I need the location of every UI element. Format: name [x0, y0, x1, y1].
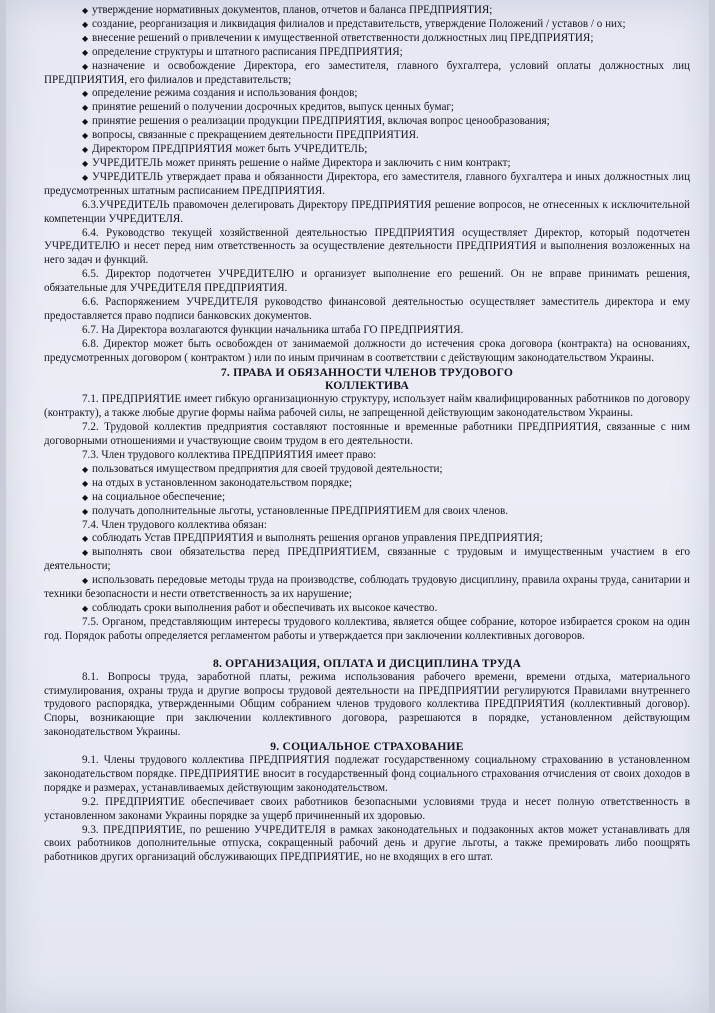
bullet-item: ◆ УЧРЕДИТЕЛЬ утверждает права и обязанности Директора, его заместителя, главного бухгалтера и иных должностных лиц предусмотренных штатным расписанием ПРЕДПРИЯТИЯ. [44, 171, 690, 199]
bullet-item: ◆ назначение и освобождение Директора, его заместителя, главного бухгалтера, условий оплаты должностных лиц ПРЕДПРИЯТИЯ, его филиалов и представительств; [44, 60, 690, 88]
paragraph: 6.8. Директор может быть освобожден от занимаемой должности до истечения срока договора (контракта) на основаниях, предусмотренных договором ( контрактом ) или по иным причинам в соответствии с действующим законодательством Украины. [44, 337, 690, 364]
bullet-item: ◆ утверждение нормативных документов, планов, отчетов и баланса ПРЕДПРИЯТИЯ; [44, 4, 690, 18]
bullet-item: ◆ принятие решения о реализации продукции ПРЕДПРИЯТИЯ, включая вопрос ценообразования; [44, 115, 690, 129]
spacer [44, 644, 690, 657]
bullet-item: ◆ на отдых в установленном законодательством порядке; [44, 477, 690, 491]
bullet-item: ◆ соблюдать Устав ПРЕДПРИЯТИЯ и выполнять решения органов управления ПРЕДПРИЯТИЯ; [44, 532, 690, 546]
paragraph: 7.3. Член трудового коллектива ПРЕДПРИЯТИЯ имеет право: [82, 449, 377, 461]
paragraph: 9.3. ПРЕДПРИЯТИЕ, по решению УЧРЕДИТЕЛЯ в рамках законодательных и подзаконных актов может устанавливать для своих работников дополнительные отпуска, сокращенный рабочий день и другие льготы, а также премировать либо поощрять работников других организаций обслуживающих ПРЕДПРИЯТИЕ, но не входящих в его штат. [44, 823, 690, 864]
bullet-item: ◆ соблюдать сроки выполнения работ и обеспечивать их высокое качество. [44, 602, 690, 616]
paragraph: 6.6. Распоряжением УЧРЕДИТЕЛЯ руководство финансовой деятельностью осуществляет заместитель директора и ему предоставляется право подписи банковских документов. [44, 296, 690, 322]
bullet-item: ◆ получать дополнительные льготы, установленные ПРЕДПРИЯТИЕМ для своих членов. [44, 505, 690, 519]
bullet-item: ◆ УЧРЕДИТЕЛЬ может принять решение о найме Директора и заключить с ним контракт; [44, 157, 690, 171]
paragraph: 7.2. Трудовой коллектив предприятия составляют постоянные и временные работники ПРЕДПРИЯТИЯ, связанные с ним договорными отношениями и участвующие своим трудом в его деятельности. [44, 421, 690, 448]
bullet-item: ◆ определение режима создания и использования фондов; [44, 87, 690, 101]
section-heading: КОЛЛЕКТИВА [324, 379, 410, 393]
bullet-item: ◆ внесение решений о привлечении к имущественной ответственности должностных лиц ПРЕДПРИЯТИЯ; [44, 32, 690, 46]
paragraph: 6.7. На Директора возлагаются функции начальника штаба ГО ПРЕДПРИЯТИЯ. [82, 323, 464, 336]
bullet-item: ◆ на социальное обеспечение; [44, 491, 690, 505]
paragraph: 7.5. Органом, представляющим интересы трудового коллектива, является общее собрание, которое избирается сроком на один год. Порядок работы определяется регламентом работы и утверждается при заключении коллективных договоров. [44, 615, 690, 642]
document-page [6, 0, 709, 1013]
bullet-item: ◆ выполнять свои обязательства перед ПРЕДПРИЯТИЕМ, связанные с трудовым и имущественным участием в его деятельности; [44, 546, 690, 574]
bullet-item: ◆ принятие решений о получении досрочных кредитов, выпуск ценных бумаг; [44, 101, 690, 115]
paragraph: 7.1. ПРЕДПРИЯТИЕ имеет гибкую организационную структуру, использует найм квалифицированных работников по договору (контракту), а также любые другие формы найма рабочей силы, не запрещенной действующим законодательством Украины. [44, 393, 690, 420]
paragraph: 8.1. Вопросы труда, заработной платы, режима использования рабочего времени, времени отдыха, материального стимулирования, охраны труда и другие вопросы трудовой деятельности на ПРЕДПРИЯТИИ регулируются Правилами внутреннего трудового распорядка, утвержденными Общим собранием членов трудового коллектива ПРЕДПРИЯТИЯ (коллективный договор). Споры, возникающие при заключении коллективного договора, разрешаются в порядке, установленном действующим законодательством Украины. [44, 670, 690, 739]
paragraph: 6.4. Руководство текущей хозяйственной деятельностью ПРЕДПРИЯТИЯ осуществляет Директор, который подотчетен УЧРЕДИТЕЛЮ и несет перед ним ответственность за осуществление деятельности ПРЕДПРИЯТИЯ и выполнения возложенных на него задач и функций. [44, 226, 690, 267]
bullet-item: ◆ вопросы, связанные с прекращением деятельности ПРЕДПРИЯТИЯ. [44, 129, 690, 143]
bullet-item: ◆ Директором ПРЕДПРИЯТИЯ может быть УЧРЕДИТЕЛЬ; [44, 143, 690, 157]
paragraph: 9.2. ПРЕДПРИЯТИЕ обеспечивает своих работников безопасными условиями труда и несет полную ответственность в установленном законами Украины порядке за ущерб причиненный их здоровью. [44, 795, 690, 822]
paragraph: 7.4. Член трудового коллектива обязан: [82, 518, 267, 531]
paragraph: 6.5. Директор подотчетен УЧРЕДИТЕЛЮ и организует выполнение его решений. Он не вправе принимать решения, обязательные для УЧРЕДИТЕЛЯ ПРЕДПРИЯТИЯ. [44, 268, 690, 295]
bullet-item: ◆ использовать передовые методы труда на производстве, соблюдать трудовую дисциплину, правила охраны труда, санитарии и техники безопасности и нести ответственность за их нарушение; [44, 574, 690, 602]
paragraph: 6.3.УЧРЕДИТЕЛЬ правомочен делегировать Директору ПРЕДПРИЯТИЯ решение вопросов, не отнесенных к исключительной компетенции УЧРЕДИТЕЛЯ. [44, 198, 690, 225]
section-heading: 8. ОРГАНИЗАЦИЯ, ОПЛАТА И ДИСЦИПЛИНА ТРУДА [212, 656, 522, 670]
section-heading: 7. ПРАВА И ОБЯЗАННОСТИ ЧЛЕНОВ ТРУДОВОГО [220, 365, 514, 379]
section-heading: 9. СОЦИАЛЬНОЕ СТРАХОВАНИЕ [270, 740, 464, 754]
document-body [44, 4, 690, 865]
bullet-item: ◆ создание, реорганизация и ликвидация филиалов и представительств, утверждение Положений / уставов / о них; [44, 18, 690, 32]
paragraph: 9.1. Члены трудового коллектива ПРЕДПРИЯТИЯ подлежат государственному социальному страхованию в установленном законодательством порядке. ПРЕДПРИЯТИЕ вносит в государственный фонд социального страхования отчисления от своих доходов в порядке и размерах, устанавливаемых действующим законодательством. [44, 754, 690, 794]
bullet-item: ◆ определение структуры и штатного расписания ПРЕДПРИЯТИЯ; [44, 46, 690, 60]
bullet-item: ◆ пользоваться имуществом предприятия для своей трудовой деятельности; [44, 463, 690, 477]
